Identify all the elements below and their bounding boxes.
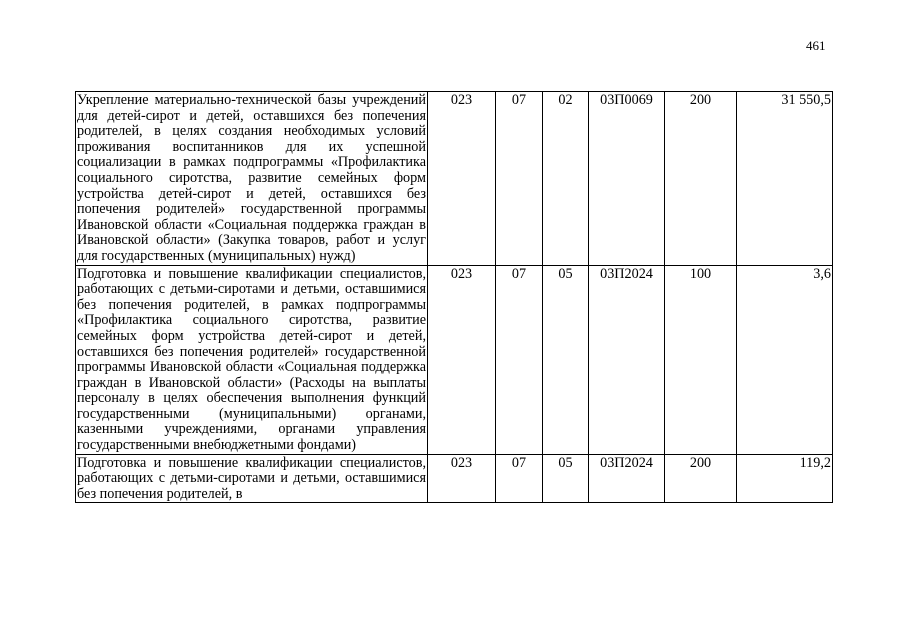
page-number: 461 xyxy=(806,38,826,53)
table-row xyxy=(76,92,833,266)
budget-table xyxy=(75,91,833,503)
section-code: 07 xyxy=(496,92,543,266)
subsection-code: 05 xyxy=(543,454,589,503)
subsection-code: 02 xyxy=(543,92,589,266)
table-row xyxy=(76,454,833,503)
row-description: Укрепление материально-технической базы учреждений для детей-сирот и детей, оставшихся без попечения родителей, в целях создания необходимых условий проживания воспитанников для их успешной социализации в рамках подпрограммы «Профилактика социального сиротства, развитие семейных форм устройства детей-сирот и детей, оставшихся без попечения родителей» государственной программы Ивановской области «Социальная поддержка граждан в Ивановской области» (Закупка товаров, работ и услуг для государственных (муниципальных) нужд) xyxy=(77,92,426,264)
amount-value: 3,6 xyxy=(737,265,833,454)
section-code: 07 xyxy=(496,454,543,503)
section-code: 07 xyxy=(496,265,543,454)
target-code: 03П2024 xyxy=(589,454,665,503)
ministry-code: 023 xyxy=(428,265,496,454)
ministry-code: 023 xyxy=(428,454,496,503)
expense-type-code: 200 xyxy=(665,454,737,503)
expense-type-code: 100 xyxy=(665,265,737,454)
amount-value: 31 550,5 xyxy=(737,92,833,266)
table-row xyxy=(76,265,833,454)
target-code: 03П2024 xyxy=(589,265,665,454)
subsection-code: 05 xyxy=(543,265,589,454)
amount-value: 119,2 xyxy=(737,454,833,503)
ministry-code: 023 xyxy=(428,92,496,266)
row-description: Подготовка и повышение квалификации специалистов, работающих с детьми-сиротами и детьми, оставшимися без попечения родителей, в xyxy=(77,454,426,502)
target-code: 03П0069 xyxy=(589,92,665,266)
expense-type-code: 200 xyxy=(665,92,737,266)
row-description: Подготовка и повышение квалификации специалистов, работающих с детьми-сиротами и детьми, оставшимися без попечения родителей, в рамках подпрограммы «Профилактика социального сиротства, развитие семейных форм устройства детей-сирот и детей, оставшихся без попечения родителей» государственной программы Ивановской области «Социальная поддержка граждан в Ивановской области» (Расходы на выплаты персоналу в целях обеспечения выполнения функций государственными (муниципальными) органами, казенными учреждениями, органами управления государственными внебюджетными фондами) xyxy=(77,265,426,454)
